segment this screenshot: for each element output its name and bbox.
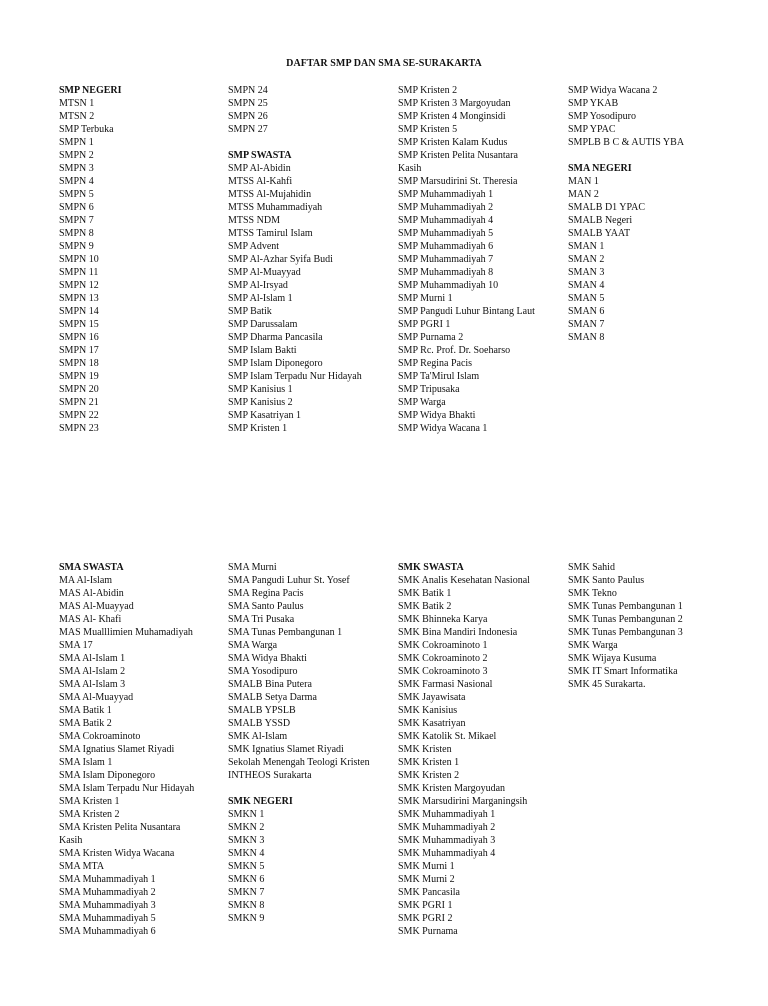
school-name: SMKN 9 bbox=[228, 913, 265, 924]
school-name: SMA MTA bbox=[59, 861, 105, 872]
school-name: SMP Marsudirini St. Theresia bbox=[398, 176, 518, 187]
school-name: SMA Al-Muayyad bbox=[59, 692, 134, 703]
school-name: MAN 1 bbox=[568, 176, 599, 187]
school-name: SMPN 6 bbox=[59, 202, 94, 213]
school-name: SMP Purnama 2 bbox=[398, 332, 464, 343]
school-name: SMP Islam Bakti bbox=[228, 345, 297, 356]
school-name: MAN 2 bbox=[568, 189, 599, 200]
school-name: SMA Muhammadiyah 5 bbox=[59, 913, 156, 924]
school-name: SMP Islam Diponegoro bbox=[228, 358, 323, 369]
school-name: SMK 45 Surakarta. bbox=[568, 679, 646, 690]
school-name: SMK Batik 2 bbox=[398, 601, 452, 612]
school-name: SMA Al-Islam 3 bbox=[59, 679, 126, 690]
school-name: SMK Muhammadiyah 3 bbox=[398, 835, 496, 846]
section-heading: SMK SWASTA bbox=[398, 562, 464, 573]
school-name: SMA Al-Islam 2 bbox=[59, 666, 126, 677]
school-name: SMK Cokroaminoto 3 bbox=[398, 666, 488, 677]
school-name: SMPN 18 bbox=[59, 358, 99, 369]
school-name: SMALB D1 YPAC bbox=[568, 202, 646, 213]
school-name: SMP Kristen 5 bbox=[398, 124, 458, 135]
school-name: SMK Katolik St. Mikael bbox=[398, 731, 497, 742]
school-name: SMP Warga bbox=[398, 397, 446, 408]
school-name: SMP Al-Irsyad bbox=[228, 280, 288, 291]
school-name: SMP Kristen Kalam Kudus bbox=[398, 137, 508, 148]
school-name: SMA Islam Terpadu Nur Hidayah bbox=[59, 783, 195, 794]
school-name: SMK Kristen 2 bbox=[398, 770, 460, 781]
school-name: SMK Marsudirini Marganingsih bbox=[398, 796, 528, 807]
school-name: SMK Pancasila bbox=[398, 887, 460, 898]
school-name: SMP YPAC bbox=[568, 124, 616, 135]
school-name: MA Al-Islam bbox=[59, 575, 113, 586]
school-name: SMPN 14 bbox=[59, 306, 99, 317]
school-name: SMK Tunas Pembangunan 2 bbox=[568, 614, 683, 625]
school-name: SMPN 5 bbox=[59, 189, 94, 200]
school-name: MTSN 1 bbox=[59, 98, 95, 109]
school-name: SMPN 8 bbox=[59, 228, 94, 239]
school-name: SMK Purnama bbox=[398, 926, 458, 937]
school-name: SMK Santo Paulus bbox=[568, 575, 645, 586]
school-name: SMK PGRI 2 bbox=[398, 913, 453, 924]
school-name: MTSS Tamirul Islam bbox=[228, 228, 313, 239]
school-name: SMK PGRI 1 bbox=[398, 900, 453, 911]
school-name: SMPN 20 bbox=[59, 384, 99, 395]
school-name: SMP Rc. Prof. Dr. Soeharso bbox=[398, 345, 511, 356]
school-name: SMAN 8 bbox=[568, 332, 605, 343]
column-bottom-1 bbox=[59, 561, 227, 938]
school-name: SMP Muhammadiyah 4 bbox=[398, 215, 494, 226]
school-name: SMPN 16 bbox=[59, 332, 99, 343]
school-name: SMA Cokroaminoto bbox=[59, 731, 141, 742]
column-top-3 bbox=[398, 84, 566, 435]
school-name: SMK Batik 1 bbox=[398, 588, 452, 599]
school-name: SMK Muhammadiyah 2 bbox=[398, 822, 496, 833]
column-top-4 bbox=[568, 84, 736, 344]
school-name: SMK Analis Kesehatan Nasional bbox=[398, 575, 530, 586]
school-name: SMALB YAAT bbox=[568, 228, 631, 239]
school-name: MAS Al-Muayyad bbox=[59, 601, 134, 612]
school-name: SMP Widya Wacana 1 bbox=[398, 423, 488, 434]
school-name: SMPN 15 bbox=[59, 319, 99, 330]
school-name: SMK Al-Islam bbox=[228, 731, 288, 742]
school-name: SMK Bina Mandiri Indonesia bbox=[398, 627, 518, 638]
school-name: SMALB Negeri bbox=[568, 215, 633, 226]
school-name: SMK Murni 1 bbox=[398, 861, 455, 872]
school-name: SMPN 26 bbox=[228, 111, 268, 122]
school-name: SMA Muhammadiyah 2 bbox=[59, 887, 156, 898]
school-name: Sekolah Menengah Teologi Kristen bbox=[228, 757, 370, 768]
school-name: SMP Ta'Mirul Islam bbox=[398, 371, 480, 382]
school-name: SMP Muhammadiyah 10 bbox=[398, 280, 499, 291]
school-name: SMA Tunas Pembangunan 1 bbox=[228, 627, 343, 638]
school-name: SMP YKAB bbox=[568, 98, 619, 109]
school-name: SMKN 3 bbox=[228, 835, 265, 846]
section-heading: SMA SWASTA bbox=[59, 562, 124, 573]
school-name: Kasih bbox=[398, 163, 422, 174]
school-name: SMP Yosodipuro bbox=[568, 111, 636, 122]
school-name: SMA Yosodipuro bbox=[228, 666, 298, 677]
school-name: SMPN 3 bbox=[59, 163, 94, 174]
school-name: SMP Kristen 2 bbox=[398, 85, 458, 96]
school-name: SMA Islam 1 bbox=[59, 757, 113, 768]
school-name: SMK Bhinneka Karya bbox=[398, 614, 488, 625]
school-name: SMPN 17 bbox=[59, 345, 99, 356]
school-name: SMAN 1 bbox=[568, 241, 605, 252]
school-name: SMP Kanisius 1 bbox=[228, 384, 293, 395]
school-name: SMPLB B C & AUTIS YBA bbox=[568, 137, 685, 148]
school-name: SMP Muhammadiyah 7 bbox=[398, 254, 494, 265]
school-name: MTSS Al-Mujahidin bbox=[228, 189, 312, 200]
school-name: SMALB Setya Darma bbox=[228, 692, 317, 703]
school-name: SMP Regina Pacis bbox=[398, 358, 473, 369]
school-name: SMP Al-Azhar Syifa Budi bbox=[228, 254, 333, 265]
school-name: SMK Warga bbox=[568, 640, 618, 651]
school-name: SMP Darussalam bbox=[228, 319, 298, 330]
school-name: SMK Wijaya Kusuma bbox=[568, 653, 657, 664]
school-name: SMP Kristen Pelita Nusantara bbox=[398, 150, 518, 161]
school-name: SMA Kristen Pelita Nusantara bbox=[59, 822, 181, 833]
section-heading: SMA NEGERI bbox=[568, 163, 632, 174]
spacer bbox=[228, 782, 396, 795]
school-name: SMAN 6 bbox=[568, 306, 605, 317]
school-name: SMP Tripusaka bbox=[398, 384, 460, 395]
school-name: SMP Kasatriyan 1 bbox=[228, 410, 301, 421]
school-name: SMK Kasatriyan bbox=[398, 718, 466, 729]
school-name: SMA Al-Islam 1 bbox=[59, 653, 126, 664]
school-name: SMPN 23 bbox=[59, 423, 99, 434]
school-name: SMK Tunas Pembangunan 1 bbox=[568, 601, 683, 612]
section-heading: SMK NEGERI bbox=[228, 796, 293, 807]
school-name: SMALB Bina Putera bbox=[228, 679, 312, 690]
school-name: SMPN 11 bbox=[59, 267, 99, 278]
school-name: SMPN 25 bbox=[228, 98, 268, 109]
school-name: SMAN 3 bbox=[568, 267, 605, 278]
school-name: MTSS Muhammadiyah bbox=[228, 202, 323, 213]
school-name: SMPN 21 bbox=[59, 397, 99, 408]
school-name: SMK Sahid bbox=[568, 562, 615, 573]
school-name: SMP PGRI 1 bbox=[398, 319, 451, 330]
school-name: SMP Widya Bhakti bbox=[398, 410, 476, 421]
school-name: SMK Kristen Margoyudan bbox=[398, 783, 506, 794]
section-heading: SMP SWASTA bbox=[228, 150, 292, 161]
school-name: SMA Tri Pusaka bbox=[228, 614, 295, 625]
school-name: SMK Cokroaminoto 1 bbox=[398, 640, 488, 651]
school-name: SMKN 4 bbox=[228, 848, 265, 859]
school-name: SMA Muhammadiyah 1 bbox=[59, 874, 156, 885]
school-name: SMA Warga bbox=[228, 640, 278, 651]
school-name: SMA Batik 1 bbox=[59, 705, 112, 716]
school-name: SMPN 1 bbox=[59, 137, 94, 148]
school-name: SMA Regina Pacis bbox=[228, 588, 304, 599]
school-name: SMK Tunas Pembangunan 3 bbox=[568, 627, 683, 638]
column-top-1 bbox=[59, 84, 227, 435]
school-name: SMA Kristen Widya Wacana bbox=[59, 848, 175, 859]
school-name: SMK Muhammadiyah 4 bbox=[398, 848, 496, 859]
school-name: SMPN 22 bbox=[59, 410, 99, 421]
school-name: SMPN 2 bbox=[59, 150, 94, 161]
school-name: SMK Jayawisata bbox=[398, 692, 466, 703]
school-name: SMK IT Smart Informatika bbox=[568, 666, 678, 677]
school-name: SMP Kristen 1 bbox=[228, 423, 288, 434]
school-name: SMK Farmasi Nasional bbox=[398, 679, 493, 690]
school-name: SMA Batik 2 bbox=[59, 718, 112, 729]
school-name: SMALB YSSD bbox=[228, 718, 291, 729]
school-name: SMK Kanisius bbox=[398, 705, 458, 716]
school-name: SMAN 4 bbox=[568, 280, 605, 291]
school-name: SMK Cokroaminoto 2 bbox=[398, 653, 488, 664]
school-name: MAS Mualllimien Muhamadiyah bbox=[59, 627, 193, 638]
column-bottom-4 bbox=[568, 561, 736, 691]
school-name: SMK Kristen bbox=[398, 744, 452, 755]
school-name: SMP Kristen 4 Monginsidi bbox=[398, 111, 506, 122]
school-name: SMP Murni 1 bbox=[398, 293, 453, 304]
school-name: SMP Muhammadiyah 5 bbox=[398, 228, 494, 239]
school-name: SMP Al-Abidin bbox=[228, 163, 291, 174]
school-name: SMPN 4 bbox=[59, 176, 94, 187]
school-name: SMAN 7 bbox=[568, 319, 605, 330]
school-name: SMP Muhammadiyah 1 bbox=[398, 189, 494, 200]
column-bottom-2 bbox=[228, 561, 396, 925]
school-name: SMP Pangudi Luhur Bintang Laut bbox=[398, 306, 535, 317]
school-name: SMK Murni 2 bbox=[398, 874, 455, 885]
school-name: SMP Islam Terpadu Nur Hidayah bbox=[228, 371, 362, 382]
school-name: SMP Muhammadiyah 8 bbox=[398, 267, 494, 278]
school-name: SMPN 24 bbox=[228, 85, 268, 96]
section-heading: SMP NEGERI bbox=[59, 85, 122, 96]
school-name: SMA Murni bbox=[228, 562, 277, 573]
school-name: SMP Al-Islam 1 bbox=[228, 293, 293, 304]
school-name: SMA Kristen 1 bbox=[59, 796, 120, 807]
school-name: SMP Widya Wacana 2 bbox=[568, 85, 658, 96]
page-title: DAFTAR SMP DAN SMA SE-SURAKARTA bbox=[286, 58, 482, 69]
school-name: SMP Advent bbox=[228, 241, 280, 252]
spacer bbox=[568, 149, 736, 162]
school-name: Kasih bbox=[59, 835, 83, 846]
school-name: SMPN 27 bbox=[228, 124, 268, 135]
school-name: SMPN 12 bbox=[59, 280, 99, 291]
school-name: SMA Kristen 2 bbox=[59, 809, 120, 820]
school-name: SMP Al-Muayyad bbox=[228, 267, 301, 278]
school-name: SMPN 19 bbox=[59, 371, 99, 382]
column-top-2 bbox=[228, 84, 396, 435]
school-name: SMKN 2 bbox=[228, 822, 265, 833]
school-name: SMKN 1 bbox=[228, 809, 265, 820]
school-name: SMK Tekno bbox=[568, 588, 617, 599]
school-name: SMKN 7 bbox=[228, 887, 265, 898]
school-name: SMA Islam Diponegoro bbox=[59, 770, 156, 781]
school-name: SMK Kristen 1 bbox=[398, 757, 460, 768]
school-name: MTSS Al-Kahfi bbox=[228, 176, 293, 187]
school-name: SMP Muhammadiyah 6 bbox=[398, 241, 494, 252]
spacer bbox=[228, 136, 396, 149]
school-name: SMAN 5 bbox=[568, 293, 605, 304]
school-name: SMAN 2 bbox=[568, 254, 605, 265]
school-name: SMA Santo Paulus bbox=[228, 601, 304, 612]
school-name: SMA Widya Bhakti bbox=[228, 653, 307, 664]
school-name: SMP Kanisius 2 bbox=[228, 397, 293, 408]
school-name: SMK Muhammadiyah 1 bbox=[398, 809, 496, 820]
school-name: SMPN 9 bbox=[59, 241, 94, 252]
school-name: SMP Dharma Pancasila bbox=[228, 332, 323, 343]
school-name: SMA Pangudi Luhur St. Yosef bbox=[228, 575, 350, 586]
school-name: SMKN 8 bbox=[228, 900, 265, 911]
school-name: SMP Batik bbox=[228, 306, 272, 317]
school-name: MAS Al-Abidin bbox=[59, 588, 124, 599]
school-name: SMK Ignatius Slamet Riyadi bbox=[228, 744, 344, 755]
school-name: SMALB YPSLB bbox=[228, 705, 296, 716]
school-name: INTHEOS Surakarta bbox=[228, 770, 312, 781]
column-bottom-3 bbox=[398, 561, 566, 938]
school-name: SMPN 13 bbox=[59, 293, 99, 304]
school-name: SMA 17 bbox=[59, 640, 93, 651]
school-name: SMPN 7 bbox=[59, 215, 94, 226]
school-name: SMP Muhammadiyah 2 bbox=[398, 202, 494, 213]
school-name: SMKN 5 bbox=[228, 861, 265, 872]
school-name: MAS Al- Khafi bbox=[59, 614, 122, 625]
school-name: SMKN 6 bbox=[228, 874, 265, 885]
school-name: SMP Kristen 3 Margoyudan bbox=[398, 98, 511, 109]
school-name: SMA Muhammadiyah 6 bbox=[59, 926, 156, 937]
school-name: MTSN 2 bbox=[59, 111, 95, 122]
school-name: MTSS NDM bbox=[228, 215, 280, 226]
school-name: SMA Ignatius Slamet Riyadi bbox=[59, 744, 175, 755]
school-name: SMPN 10 bbox=[59, 254, 99, 265]
school-name: SMA Muhammadiyah 3 bbox=[59, 900, 156, 911]
school-name: SMP Terbuka bbox=[59, 124, 114, 135]
